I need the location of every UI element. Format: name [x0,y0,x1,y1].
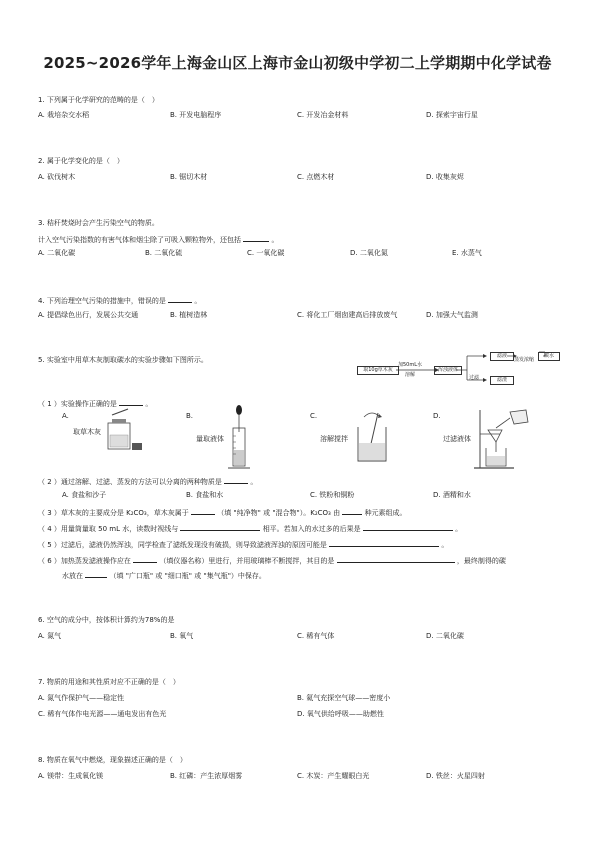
q6-option-d[interactable]: D. 二氧化碳 [426,632,464,640]
q7-option-c[interactable]: C. 稀有气体作电光源——通电发出有色光 [38,710,167,718]
flow-box-filtrate: 滤液 [490,352,514,361]
question-8-stem: 8. 物质在氧气中燃烧，现象描述正确的是（ ） [38,756,187,764]
q7-option-d[interactable]: D. 氧气供给呼吸——助燃性 [297,710,384,718]
q5-sub6 [38,555,506,566]
q4-stem-text: 4. 下列治理空气污染的措施中，错误的是 [38,297,166,305]
question-1-stem: 1. 下列属于化学研究的范畴的是（ ） [38,96,159,104]
q5-sub5-text: （ 5 ）过滤后，滤液仍然浑浊，同学检查了滤纸发现没有破损，则导致滤液浑浊的原因可能是 [38,541,327,549]
answer-blank[interactable] [342,507,362,515]
q5-sub6-mid2: ，最终制得的碳 [456,557,506,565]
answer-blank[interactable] [224,476,248,484]
q1-option-d[interactable]: D. 探索宇宙行星 [426,111,478,119]
answer-blank[interactable] [329,539,439,547]
answer-blank[interactable] [191,507,215,515]
q8-option-c[interactable]: C. 木炭：产生耀眼白光 [297,772,370,780]
q5-sub3-text: （ 3 ）草木灰的主要成分是 K₂CO₃，草木灰属于 [38,509,189,517]
answer-blank[interactable] [85,570,107,578]
q6-option-c[interactable]: C. 稀有气体 [297,632,335,640]
q5-sub4-text: （ 4 ）用量筒量取 50 mL 水，读数时视线与 [38,525,179,533]
q5-sub5-end: 。 [441,541,449,549]
q2-option-d[interactable]: D. 收集灰烬 [426,173,464,181]
q2-option-c[interactable]: C. 点燃木材 [297,173,335,181]
q7-option-a[interactable]: A. 氮气作保护气——稳定性 [38,694,125,702]
flow-box-evaporate: 蒸发浓缩 [513,357,534,363]
q8-option-a[interactable]: A. 镁带：生成氧化镁 [38,772,104,780]
flow-box-turbid-liquid: 浑浊液体 [434,366,462,375]
q4-option-b[interactable]: B. 植树造林 [170,311,208,319]
fig-a-label: 取草木灰 [73,428,101,436]
q5-sub2-option-d[interactable]: D. 酒精和水 [433,491,471,499]
q5-sub4-end: 。 [455,525,463,533]
q4-option-a[interactable]: A. 提倡绿色出行，发展公共交通 [38,311,139,319]
q5-sub6-line2a: 水放在 [62,572,83,580]
fig-d-letter[interactable]: D. [433,412,441,420]
flow-arrow-add-water: 加50mL水 [398,362,423,368]
q1-option-c[interactable]: C. 开发冶金材料 [297,111,349,119]
q2-option-a[interactable]: A. 砍伐树木 [38,173,76,181]
q3-option-d[interactable]: D. 二氧化氮 [350,249,388,257]
q4-option-d[interactable]: D. 加强大气监测 [426,311,478,319]
spatula-bottle-icon [100,405,145,455]
q2-option-b[interactable]: B. 锯切木材 [170,173,208,181]
q5-sub6-line2 [62,570,266,581]
fig-a-letter[interactable]: A. [62,412,69,420]
question-3-stem: 3. 秸秆焚烧时会产生污染空气的物质。 [38,219,159,227]
q5-sub2-text: （ 2 ）通过溶解、过滤、蒸发的方法可以分离的两种物质是 [38,478,222,486]
q4-option-c[interactable]: C. 将化工厂烟囱建高后排放废气 [297,311,398,319]
flow-box-sample: 取10g草木灰 [357,366,399,375]
flow-arrow-filter: 过滤 [469,375,480,381]
q5-sub2-option-a[interactable]: A. 食盐和沙子 [62,491,107,499]
q3-option-b[interactable]: B. 二氧化硫 [145,249,183,257]
q5-sub6-mid: （填仪器名称）里进行，并用玻璃棒不断搅拌，其目的是 [159,557,335,565]
q5-sub3-end: 种元素组成。 [364,509,407,517]
q3-option-c[interactable]: C. 一氧化碳 [247,249,285,257]
answer-blank[interactable] [363,523,453,531]
q7-option-b[interactable]: B. 氦气充探空气球——密度小 [297,694,391,702]
q5-sub4-mid: 相平。若加入的水过多的后果是 [262,525,361,533]
flow-box-product: 碳水 [538,352,560,361]
q4-stem-end: 。 [194,297,202,305]
beaker-stirring-icon [352,405,392,467]
q6-option-b[interactable]: B. 氧气 [170,632,194,640]
q5-sub1-end: 。 [145,400,153,408]
flow-box-residue: 滤渣 [490,376,514,385]
q5-sub2-option-b[interactable]: B. 食盐和水 [186,491,224,499]
answer-blank[interactable] [243,234,269,242]
exam-title: 2025~2026学年上海金山区上海市金山初级中学初二上学期期中化学试卷 [43,54,552,72]
q3-stem2-text: 计入空气污染指数的有害气体和烟尘除了可吸入颗粒物外，还包括 [38,236,241,244]
answer-blank[interactable] [180,523,260,531]
q3-option-e[interactable]: E. 水蒸气 [452,249,482,257]
fig-d-label: 过滤液体 [443,435,471,443]
q5-sub5 [38,539,448,550]
q5-sub2-end: 。 [250,478,258,486]
q3-stem-line2 [38,234,278,245]
q1-option-a[interactable]: A. 栽培杂交水稻 [38,111,90,119]
q5-sub2 [38,476,257,487]
answer-blank[interactable] [168,295,192,303]
q8-option-b[interactable]: B. 红磷：产生浓厚烟雾 [170,772,243,780]
q5-sub4 [38,523,462,534]
answer-blank[interactable] [133,555,157,563]
q5-sub2-option-c[interactable]: C. 铁粉和铜粉 [310,491,355,499]
q5-sub3-mid: （填 "纯净物" 或 "混合物"）。K₂CO₃ 由 [217,509,341,517]
q3-stem2-end: 。 [271,236,279,244]
q3-option-a[interactable]: A. 二氧化碳 [38,249,76,257]
answer-blank[interactable] [337,555,455,563]
q5-sub6-line2b: （填 "广口瓶" 或 "细口瓶" 或 "集气瓶"）中保存。 [109,572,266,580]
q6-option-a[interactable]: A. 氮气 [38,632,62,640]
question-5-stem: 5. 实验室中用草木灰制取碳水的实验步骤如下图所示。 [38,356,208,364]
q8-option-d[interactable]: D. 铁丝：火星四射 [426,772,485,780]
fig-c-label: 溶解搅拌 [320,435,348,443]
q1-option-b[interactable]: B. 开发电脑程序 [170,111,222,119]
question-2-stem: 2. 属于化学变化的是（ ） [38,157,124,165]
q5-sub3 [38,507,407,518]
question-7-stem: 7. 物质的用途和其性质对应不正确的是（ ） [38,678,180,686]
flow-arrow-dissolve: 溶解 [405,372,416,378]
question-6-stem: 6. 空气的成分中，按体积计算约为78%的是 [38,616,175,624]
filtration-setup-icon [472,406,534,472]
graduated-cylinder-icon [226,402,252,472]
fig-b-label: 量取液体 [196,435,224,443]
question-4-stem [38,295,201,306]
fig-c-letter[interactable]: C. [310,412,318,420]
q5-sub1-text: （ 1 ）实验操作正确的是 [38,400,117,408]
fig-b-letter[interactable]: B. [186,412,194,420]
q5-sub6-text: （ 6 ）加热蒸发滤液操作应在 [38,557,131,565]
